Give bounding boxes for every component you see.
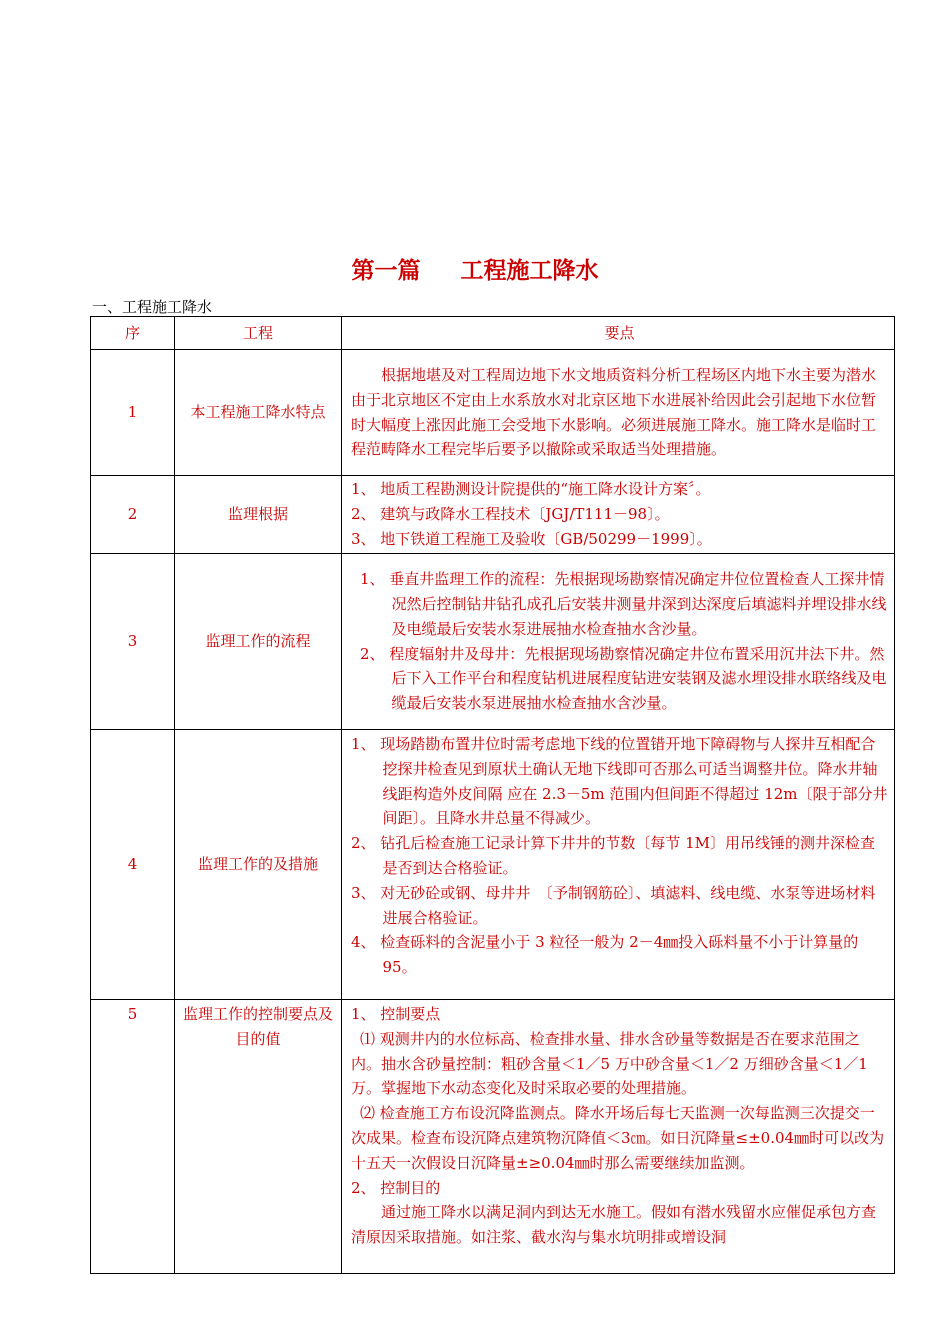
point-text: ⑴ 观测井内的水位标高、检查排水量、排水含砂量等数据是否在要求范围之内。抽水含砂量控制：粗砂含量＜1／5 万中砂含量＜1／2 万细砂含量＜1／1 万。掌握地下水动态变化及时采取必要的处理措施。 [351, 1029, 868, 1098]
table-header-row [91, 317, 895, 350]
table-row [91, 730, 895, 1000]
point-text: 2、 控制目的 [351, 1178, 441, 1197]
row-no: 2 [91, 476, 175, 554]
table-row [91, 1000, 895, 1274]
row-no: 3 [91, 554, 175, 730]
table-row [91, 350, 895, 476]
dewatering-table [90, 316, 895, 1274]
point-text: 1、 地质工程勘测设计院提供的“施工降水设计方案〞。 [351, 480, 711, 499]
row-item: 本工程施工降水特点 [175, 350, 342, 476]
point-text: 1、 控制要点 [351, 1005, 441, 1023]
row-no: 4 [91, 730, 175, 1000]
point-text: 3、 地下铁道工程施工及验收〔GB/50299－1999〕。 [351, 529, 712, 548]
point-text: 2、 钻孔后检查施工记录计算下井井的节数〔每节 1M〕用吊线锤的测井深检查是否到达合格验证。 [351, 834, 875, 877]
row-no: 1 [91, 350, 175, 476]
row-item: 监理工作的控制要点及目的值 [175, 1000, 342, 1274]
title-name: 工程施工降水 [460, 257, 599, 284]
title-part: 第一篇 [351, 257, 421, 284]
point-text: 通过施工降水以满足洞内到达无水施工。假如有潜水残留水应催促承包方查清原因采取措施。如注浆、截水沟与集水坑明排或增设洞 [351, 1203, 877, 1247]
row-no: 5 [91, 1000, 175, 1274]
point-text: 1、 垂直井监理工作的流程：先根据现场勘察情况确定井位位置检查人工探井情况然后控制钻井钻孔成孔后安装井测量井深到达深度后填滤料并埋设排水线及电缆最后安装水泵进展抽水检查抽水含沙量。 [360, 570, 887, 638]
point-text: 4、 检查砾料的含泥量小于 3 粒径一般为 2－4㎜投入砾料量不小于计算量的 95。 [351, 933, 859, 977]
table-row [91, 554, 895, 730]
point-text: 根据地堪及对工程周边地下水文地质资料分析工程场区内地下水主要为潜水由于北京地区不定由上水系放水对北京区地下水进展补给因此会引起地下水位暂时大幅度上涨因此施工会受地下水影响。必须进展施工降水。施工降水是临时工程范畴降水工程完毕后要予以撤除或采取适当处理措施。 [351, 365, 877, 459]
header-item: 工程 [175, 317, 342, 350]
point-text: 2、 建筑与政降水工程技术〔JGJ/T111－98〕。 [351, 505, 670, 524]
point-text: 2、 程度辐射井及母井：先根据现场勘察情况确定井位布置采用沉井法下井。然后下入工作平台和程度钻机进展程度钻进安装钢及滤水埋设排水联络线及电缆最后安装水泵进展抽水检查抽水含沙量。 [360, 644, 887, 713]
point-text: 1、 现场踏勘布置井位时需考虑地下线的位置错开地下障碍物与人探井互相配合挖探井检查见到原状土确认无地下线即可否那么可适当调整井位。降水井轴线距构造外皮间隔 应在 2.3－5m 范围内但间距不得超过 12m〔限于部分井间距〕。且降水井总量不得减少。 [351, 735, 888, 828]
header-no: 序 [91, 317, 175, 350]
point-text: 3、 对无砂砼或钢、母井井 〔予制钢筋砼〕、填滤料、线电缆、水泵等进场材料进展合格验证。 [351, 883, 876, 927]
row-item: 监理根据 [175, 476, 342, 554]
row-points [342, 554, 895, 730]
page-title [0, 252, 950, 285]
row-item: 监理工作的流程 [175, 554, 342, 730]
row-points [342, 730, 895, 1000]
section-heading: 一、工程施工降水 [92, 298, 213, 316]
table-row [91, 476, 895, 554]
row-points [342, 350, 895, 476]
row-points [342, 1000, 895, 1274]
point-text: ⑵ 检查施工方布设沉降监测点。降水开场后每七天监测一次每监测三次提交一次成果。检查布设沉降点建筑物沉降值＜3㎝。如日沉降量≤±0.04㎜时可以改为十五天一次假设日沉降量±≥0.04㎜时那么需要继续加监测。 [351, 1104, 885, 1172]
row-points [342, 476, 895, 554]
header-points: 要点 [342, 317, 895, 350]
row-item: 监理工作的及措施 [175, 730, 342, 1000]
